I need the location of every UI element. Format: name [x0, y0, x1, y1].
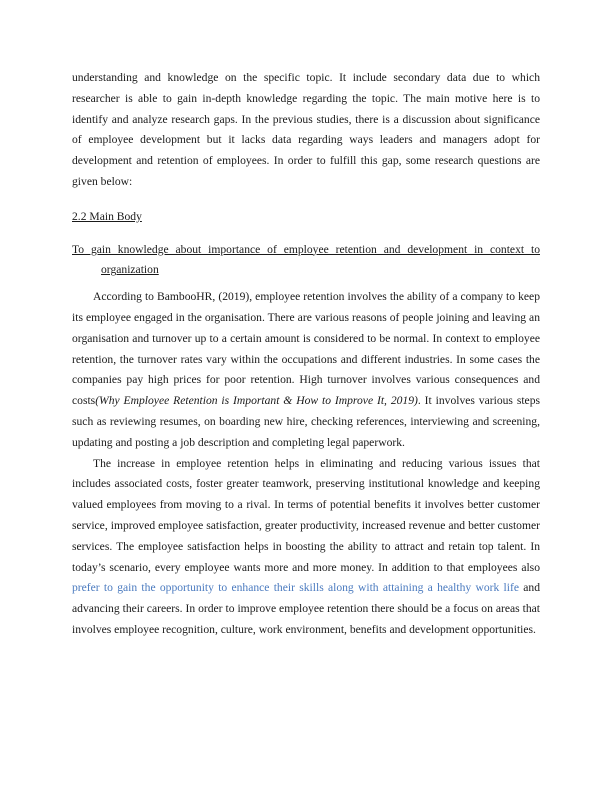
paragraph-2-text: The increase in employee retention helps in eliminating and reducing various issues that includes associated costs, foster greater teamwork, preserving institutional knowledge and keeping valued employees from moving to a rival. In terms of potential benefits it involves better customer service, improved employee satisfaction, greater productivity, increased revenue and better customer services. The employee satisfaction helps in boosting the ability to attract and retain top talent. In today’s scenario, every employee wants more and more money. In addition to that employees also [72, 456, 540, 574]
paragraph-retention-benefits [72, 454, 540, 641]
citation-italic: (Why Employee Retention is Important & How to Improve It, 2019) [95, 394, 418, 408]
subheading: To gain knowledge about importance of employee retention and development in context to organization [72, 242, 540, 277]
paragraph-1-text: According to BambooHR, (2019), employee retention involves the ability of a company to keep its employee engaged in the organisation. There are various reasons of people joining and leaving an organisation and turnover up to a certain amount is considered to be normal. In context to employee retention, the turnover rates vary within the occupations and different industries. In some cases the companies pay high prices for poor retention. High turnover involves various consequences and costs [72, 290, 540, 408]
document-page [72, 68, 540, 641]
paragraph-retention-definition [72, 287, 540, 453]
section-heading: 2.2 Main Body [72, 209, 142, 223]
intro-paragraph: understanding and knowledge on the specific topic. It include secondary data due to which researcher is able to gain in-depth knowledge regarding the topic. The main motive here is to identify and analyze research gaps. In the previous studies, there is a discussion about significance of employee development but it lacks data regarding ways leaders and managers adopt for development and retention of employees. In order to fulfill this gap, some research questions are given below: [72, 71, 540, 188]
highlighted-link-text[interactable]: prefer to gain the opportunity to enhance their skills along with attaining a healthy work life [72, 581, 519, 595]
paragraph-2-text-end: and advancing their careers. In order to improve employee retention there should be a focus on areas that involves employee recognition, culture, work environment, benefits and development opportunities. [72, 581, 540, 636]
paragraph-1-text-end: . It involves various steps such as reviewing resumes, on boarding new hire, checking references, interviewing and screening, updating and posting a job description and completing legal paperwork. [72, 394, 541, 449]
